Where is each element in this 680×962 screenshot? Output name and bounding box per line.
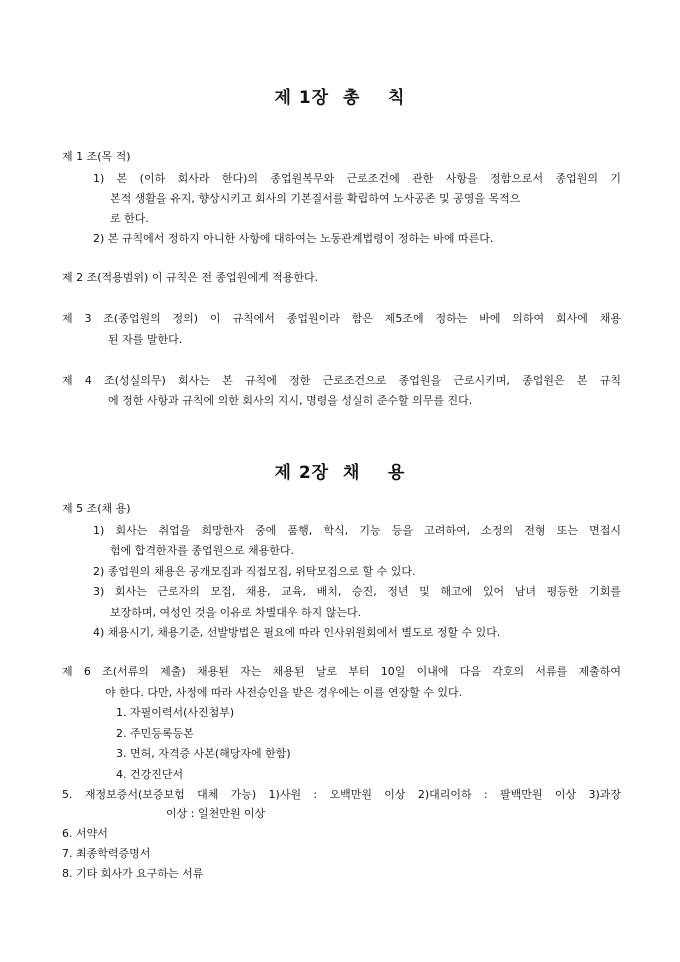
- doc-item-4: 4. 건강진단서: [116, 768, 184, 781]
- doc-item-8: 8. 기타 회사가 요구하는 서류: [62, 867, 204, 880]
- doc-item-6: 6. 서약서: [62, 827, 108, 840]
- article-1-item-1-line-1: 1) 본 (이하 회사라 한다)의 종업원복무와 근로조건에 관한 사항을 정함으로서 종업원의 기: [93, 172, 621, 185]
- doc-item-7: 7. 최종학력증명서: [62, 847, 151, 860]
- article-5-heading: 제 5 조(채 용): [62, 502, 131, 515]
- chapter-2-title: 제 2장 채 용: [274, 463, 406, 483]
- doc-item-5-line-2: 이상 : 일천만원 이상: [166, 807, 266, 820]
- article-5-item-1-line-1: 1) 회사는 취업을 희망한자 중에 품행, 학식, 기능 등을 고려하여, 소정의 전형 또는 면접시: [93, 524, 621, 537]
- article-3-line-1: 제 3 조(종업원의 정의) 이 규칙에서 종업원이라 함은 제5조에 정하는 바에 의하여 회사에 채용: [62, 312, 621, 325]
- doc-item-2: 2. 주민등록등본: [116, 727, 194, 740]
- article-1-item-1-line-2: 본적 생활을 유지, 향상시키고 회사의 기본질서를 확립하여 노사공존 및 공영을 목적으: [110, 192, 521, 205]
- article-4-line-1: 제 4 조(성실의무) 회사는 본 규칙에 정한 근로조건으로 종업원을 근로시키며, 종업원은 본 규칙: [62, 374, 621, 387]
- article-1-item-1-line-3: 로 한다.: [110, 212, 149, 225]
- article-5-item-3-line-1: 3) 회사는 근로자의 모집, 채용, 교육, 배치, 승진, 정년 및 해고에 있어 남녀 평등한 기회를: [93, 585, 621, 598]
- article-1-item-2: 2) 본 규칙에서 정하지 아니한 사항에 대하여는 노동관계법령이 정하는 바에 따른다.: [93, 232, 494, 245]
- article-5-item-3-line-2: 보장하며, 여성인 것을 이유로 차별대우 하지 않는다.: [110, 606, 362, 619]
- article-2: 제 2 조(적용범위) 이 규칙은 전 종업원에게 적용한다.: [62, 271, 319, 284]
- article-4-line-2: 에 정한 사항과 규칙에 의한 회사의 지시, 명령을 성실히 준수할 의무를 진다.: [108, 394, 473, 407]
- article-5-item-2: 2) 종업원의 채용은 공개모집과 직접모집, 위탁모집으로 할 수 있다.: [93, 565, 416, 578]
- doc-item-5-line-1: 5. 재정보증서(보증보험 대체 가능) 1)사원 : 오백만원 이상 2)대리이하 : 팔백만원 이상 3)과장: [62, 788, 621, 801]
- chapter-1-title: 제 1장 총 칙: [274, 88, 406, 108]
- doc-item-3: 3. 면허, 자격증 사본(해당자에 한함): [116, 747, 291, 760]
- article-1-heading: 제 1 조(목 적): [62, 150, 131, 163]
- article-6-line-1: 제 6 조(서류의 제출) 채용된 자는 채용된 날로 부터 10일 이내에 다음 각호의 서류를 제출하여: [62, 665, 621, 678]
- article-3-line-2: 된 자를 말한다.: [108, 333, 183, 346]
- article-6-line-2: 야 한다. 다만, 사정에 따라 사전승인을 받은 경우에는 이를 연장할 수 있다.: [105, 686, 463, 699]
- doc-item-1: 1. 자필이력서(사진첨부): [116, 706, 235, 719]
- article-5-item-4: 4) 채용시기, 채용기준, 선발방법은 필요에 따라 인사위원회에서 별도로 정할 수 있다.: [93, 626, 501, 639]
- article-5-item-1-line-2: 험에 합격한자를 종업원으로 채용한다.: [110, 544, 295, 557]
